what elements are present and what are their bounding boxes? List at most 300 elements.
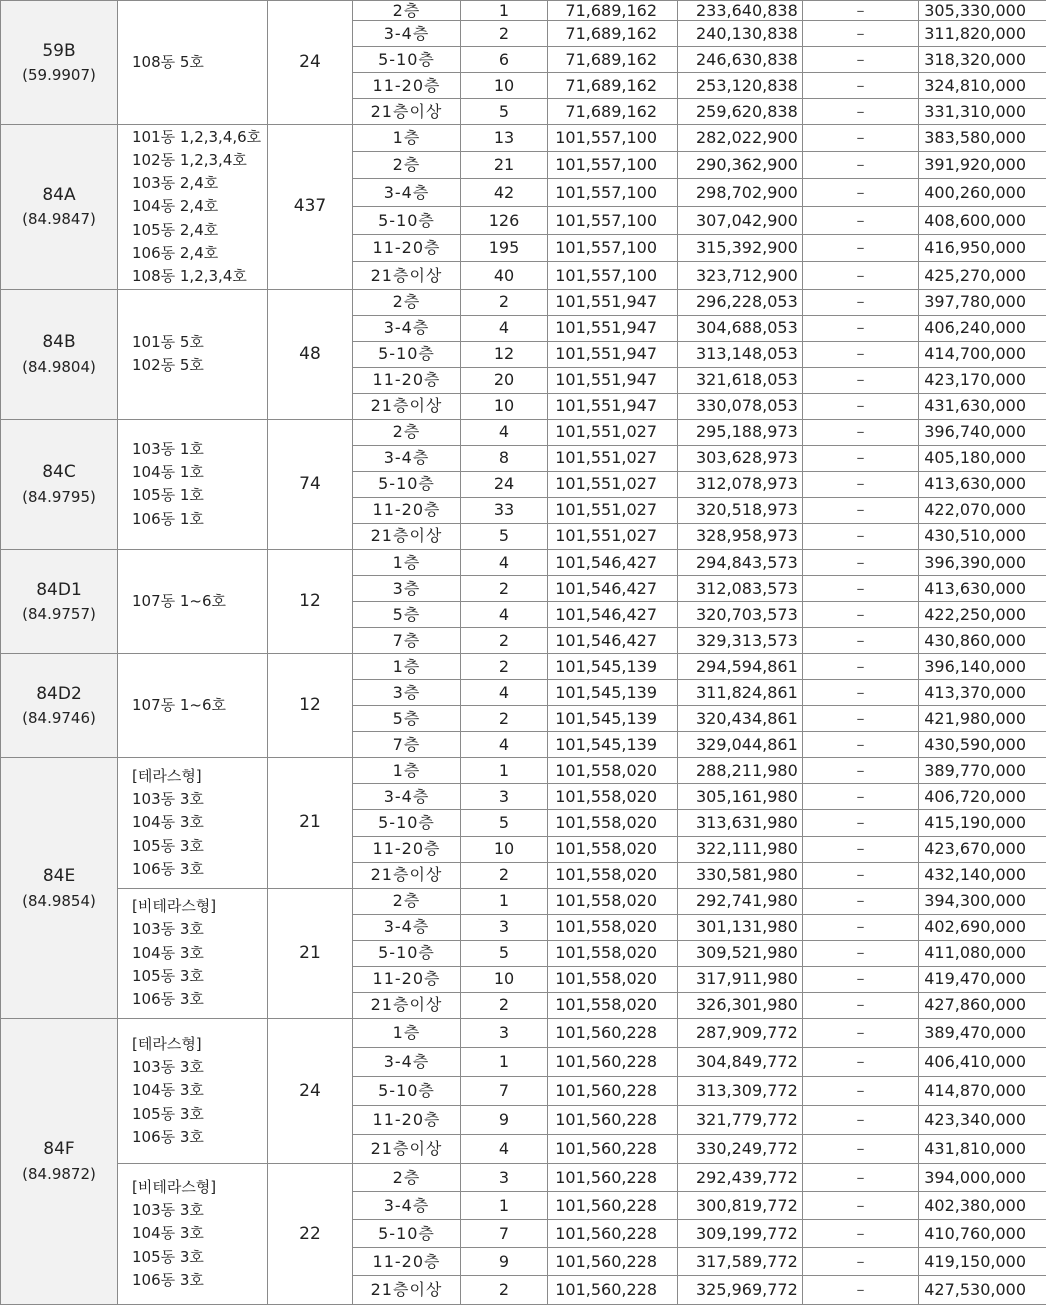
building-price-cell: 296,228,053 xyxy=(678,289,803,315)
extra-cell: – xyxy=(803,810,919,836)
total-price-cell: 419,470,000 xyxy=(919,966,1046,992)
unit-type-area: (84.9757) xyxy=(22,605,96,624)
building-price-cell: 294,843,573 xyxy=(678,550,803,576)
land-price-cell: 101,551,027 xyxy=(548,445,678,471)
building-price-cell: 328,958,973 xyxy=(678,523,803,549)
count-cell: 2 xyxy=(461,1276,548,1305)
total-price-cell: 427,530,000 xyxy=(919,1276,1046,1305)
unit-list-item: 106동 3호 xyxy=(132,1270,204,1289)
unit-list-item: 105동 1호 xyxy=(132,486,204,505)
building-price-cell: 321,779,772 xyxy=(678,1106,803,1135)
floor-cell: 5-10층 xyxy=(353,341,461,367)
extra-cell: – xyxy=(803,152,919,179)
extra-cell: – xyxy=(803,1164,919,1192)
land-price-cell: 101,557,100 xyxy=(548,125,678,152)
land-price-cell: 101,551,947 xyxy=(548,289,678,315)
extra-cell: – xyxy=(803,1076,919,1105)
extra-cell: – xyxy=(803,914,919,940)
count-cell: 3 xyxy=(461,1164,548,1192)
floor-cell: 5층 xyxy=(353,602,461,628)
building-price-cell: 292,439,772 xyxy=(678,1164,803,1192)
total-price-cell: 414,700,000 xyxy=(919,341,1046,367)
table-row xyxy=(1,758,1046,784)
floor-cell: 21층이상 xyxy=(353,262,461,289)
unit-list-cell xyxy=(118,550,268,654)
total-price-cell: 405,180,000 xyxy=(919,445,1046,471)
table-row xyxy=(1,654,1046,680)
total-price-cell: 413,370,000 xyxy=(919,680,1046,706)
land-price-cell: 101,546,427 xyxy=(548,550,678,576)
unit-list-item: 104동 2,4호 xyxy=(132,197,219,216)
land-price-cell: 101,560,228 xyxy=(548,1164,678,1192)
extra-cell: – xyxy=(803,862,919,888)
total-count-cell: 12 xyxy=(268,654,353,758)
total-price-cell: 396,140,000 xyxy=(919,654,1046,680)
count-cell: 1 xyxy=(461,888,548,914)
unit-list-item: 107동 1~6호 xyxy=(132,591,227,610)
extra-cell: – xyxy=(803,235,919,262)
count-cell: 2 xyxy=(461,628,548,654)
building-price-cell: 320,518,973 xyxy=(678,497,803,523)
count-cell: 2 xyxy=(461,576,548,602)
floor-cell: 11-20층 xyxy=(353,836,461,862)
total-price-cell: 411,080,000 xyxy=(919,940,1046,966)
floor-cell: 21층이상 xyxy=(353,393,461,419)
land-price-cell: 101,558,020 xyxy=(548,914,678,940)
floor-cell: 3-4층 xyxy=(353,445,461,471)
land-price-cell: 101,545,139 xyxy=(548,732,678,758)
count-cell: 5 xyxy=(461,523,548,549)
count-cell: 4 xyxy=(461,732,548,758)
unit-list-item: [비테라스형] xyxy=(132,897,217,916)
table-row xyxy=(1,419,1046,445)
total-price-cell: 423,340,000 xyxy=(919,1106,1046,1135)
floor-cell: 1층 xyxy=(353,125,461,152)
unit-list-item: 108동 5호 xyxy=(132,52,204,71)
floor-cell: 11-20층 xyxy=(353,235,461,262)
unit-list-item: 106동 3호 xyxy=(132,990,204,1009)
total-count-cell: 48 xyxy=(268,289,353,419)
floor-cell: 3층 xyxy=(353,576,461,602)
land-price-cell: 101,557,100 xyxy=(548,152,678,179)
unit-list-item: 106동 3호 xyxy=(132,859,204,878)
land-price-cell: 71,689,162 xyxy=(548,99,678,125)
unit-type-cell xyxy=(1,654,118,758)
unit-list-cell xyxy=(118,1018,268,1163)
building-price-cell: 317,589,772 xyxy=(678,1248,803,1276)
unit-list-cell xyxy=(118,888,268,1018)
land-price-cell: 101,560,228 xyxy=(548,1106,678,1135)
unit-list-item: 108동 1,2,3,4호 xyxy=(132,267,247,285)
total-price-cell: 413,630,000 xyxy=(919,576,1046,602)
unit-type-area: (84.9795) xyxy=(22,487,96,506)
land-price-cell: 101,545,139 xyxy=(548,706,678,732)
land-price-cell: 101,551,027 xyxy=(548,419,678,445)
land-price-cell: 71,689,162 xyxy=(548,47,678,73)
unit-list-item: 107동 1~6호 xyxy=(132,696,227,715)
extra-cell: – xyxy=(803,550,919,576)
extra-cell: – xyxy=(803,1248,919,1276)
extra-cell: – xyxy=(803,966,919,992)
extra-cell: – xyxy=(803,1220,919,1248)
land-price-cell: 101,551,027 xyxy=(548,523,678,549)
floor-cell: 5-10층 xyxy=(353,1220,461,1248)
unit-type-name: 84E xyxy=(42,866,76,887)
building-price-cell: 329,313,573 xyxy=(678,628,803,654)
total-price-cell: 430,590,000 xyxy=(919,732,1046,758)
total-count-cell: 24 xyxy=(268,1,353,125)
land-price-cell: 101,557,100 xyxy=(548,262,678,289)
floor-cell: 21층이상 xyxy=(353,862,461,888)
unit-list-item: 102동 1,2,3,4호 xyxy=(132,150,247,169)
unit-list-item: 104동 3호 xyxy=(132,1081,204,1100)
table-row xyxy=(1,289,1046,315)
extra-cell: – xyxy=(803,1047,919,1076)
total-price-cell: 305,330,000 xyxy=(919,1,1046,21)
building-price-cell: 330,581,980 xyxy=(678,862,803,888)
building-price-cell: 304,688,053 xyxy=(678,315,803,341)
unit-type-area: (84.9847) xyxy=(22,210,96,229)
extra-cell: – xyxy=(803,888,919,914)
building-price-cell: 304,849,772 xyxy=(678,1047,803,1076)
total-price-cell: 402,380,000 xyxy=(919,1192,1046,1220)
count-cell: 3 xyxy=(461,914,548,940)
land-price-cell: 101,560,228 xyxy=(548,1135,678,1164)
count-cell: 6 xyxy=(461,47,548,73)
count-cell: 3 xyxy=(461,1018,548,1047)
extra-cell: – xyxy=(803,125,919,152)
count-cell: 1 xyxy=(461,1047,548,1076)
building-price-cell: 313,148,053 xyxy=(678,341,803,367)
building-price-cell: 325,969,772 xyxy=(678,1276,803,1305)
building-price-cell: 322,111,980 xyxy=(678,836,803,862)
extra-cell: – xyxy=(803,1106,919,1135)
count-cell: 9 xyxy=(461,1106,548,1135)
building-price-cell: 282,022,900 xyxy=(678,125,803,152)
unit-list-item: 105동 3호 xyxy=(132,836,204,855)
extra-cell: – xyxy=(803,836,919,862)
extra-cell: – xyxy=(803,1,919,21)
unit-type-name: 84D2 xyxy=(36,683,82,704)
count-cell: 195 xyxy=(461,235,548,262)
count-cell: 4 xyxy=(461,550,548,576)
total-price-cell: 431,810,000 xyxy=(919,1135,1046,1164)
total-price-cell: 318,320,000 xyxy=(919,47,1046,73)
floor-cell: 3-4층 xyxy=(353,914,461,940)
unit-type-name: 84A xyxy=(42,184,76,205)
total-count-cell: 437 xyxy=(268,125,353,289)
table-row xyxy=(1,888,1046,914)
total-count-cell: 21 xyxy=(268,888,353,1018)
land-price-cell: 101,551,027 xyxy=(548,471,678,497)
total-price-cell: 421,980,000 xyxy=(919,706,1046,732)
unit-list-cell xyxy=(118,1164,268,1305)
floor-cell: 21층이상 xyxy=(353,523,461,549)
extra-cell: – xyxy=(803,940,919,966)
floor-cell: 1층 xyxy=(353,654,461,680)
extra-cell: – xyxy=(803,1276,919,1305)
count-cell: 10 xyxy=(461,966,548,992)
land-price-cell: 101,558,020 xyxy=(548,810,678,836)
total-price-cell: 400,260,000 xyxy=(919,179,1046,207)
total-price-cell: 422,250,000 xyxy=(919,602,1046,628)
extra-cell: – xyxy=(803,21,919,47)
total-price-cell: 394,000,000 xyxy=(919,1164,1046,1192)
total-price-cell: 430,860,000 xyxy=(919,628,1046,654)
count-cell: 24 xyxy=(461,471,548,497)
extra-cell: – xyxy=(803,576,919,602)
land-price-cell: 101,560,228 xyxy=(548,1220,678,1248)
building-price-cell: 259,620,838 xyxy=(678,99,803,125)
total-price-cell: 383,580,000 xyxy=(919,125,1046,152)
floor-cell: 21층이상 xyxy=(353,992,461,1018)
unit-list-cell xyxy=(118,758,268,888)
extra-cell: – xyxy=(803,289,919,315)
unit-type-cell xyxy=(1,1018,118,1304)
extra-cell: – xyxy=(803,73,919,99)
floor-cell: 3-4층 xyxy=(353,784,461,810)
count-cell: 2 xyxy=(461,654,548,680)
extra-cell: – xyxy=(803,758,919,784)
unit-list-item: 105동 3호 xyxy=(132,1104,204,1123)
count-cell: 1 xyxy=(461,758,548,784)
unit-type-area: (84.9804) xyxy=(22,357,96,376)
extra-cell: – xyxy=(803,315,919,341)
unit-type-cell xyxy=(1,125,118,289)
floor-cell: 1층 xyxy=(353,758,461,784)
land-price-cell: 101,551,947 xyxy=(548,393,678,419)
extra-cell: – xyxy=(803,602,919,628)
count-cell: 4 xyxy=(461,602,548,628)
total-price-cell: 389,770,000 xyxy=(919,758,1046,784)
total-price-cell: 389,470,000 xyxy=(919,1018,1046,1047)
extra-cell: – xyxy=(803,262,919,289)
total-price-cell: 422,070,000 xyxy=(919,497,1046,523)
extra-cell: – xyxy=(803,1135,919,1164)
floor-cell: 5-10층 xyxy=(353,940,461,966)
land-price-cell: 101,545,139 xyxy=(548,654,678,680)
floor-cell: 2층 xyxy=(353,289,461,315)
unit-list-item: [테라스형] xyxy=(132,766,202,785)
floor-cell: 3층 xyxy=(353,680,461,706)
building-price-cell: 317,911,980 xyxy=(678,966,803,992)
count-cell: 3 xyxy=(461,784,548,810)
unit-type-name: 84D1 xyxy=(36,579,82,600)
land-price-cell: 101,558,020 xyxy=(548,784,678,810)
building-price-cell: 321,618,053 xyxy=(678,367,803,393)
floor-cell: 2층 xyxy=(353,888,461,914)
floor-cell: 3-4층 xyxy=(353,1047,461,1076)
unit-type-cell xyxy=(1,419,118,549)
count-cell: 33 xyxy=(461,497,548,523)
total-price-cell: 324,810,000 xyxy=(919,73,1046,99)
unit-type-cell xyxy=(1,758,118,1018)
building-price-cell: 303,628,973 xyxy=(678,445,803,471)
building-price-cell: 320,703,573 xyxy=(678,602,803,628)
extra-cell: – xyxy=(803,419,919,445)
table-row xyxy=(1,1,1046,21)
unit-list-item: 104동 3호 xyxy=(132,813,204,832)
building-price-cell: 253,120,838 xyxy=(678,73,803,99)
total-count-cell: 24 xyxy=(268,1018,353,1163)
total-price-cell: 406,240,000 xyxy=(919,315,1046,341)
total-price-cell: 413,630,000 xyxy=(919,471,1046,497)
total-price-cell: 415,190,000 xyxy=(919,810,1046,836)
unit-list-item: 106동 2,4호 xyxy=(132,243,219,262)
count-cell: 21 xyxy=(461,152,548,179)
building-price-cell: 300,819,772 xyxy=(678,1192,803,1220)
unit-type-area: (84.9854) xyxy=(22,891,96,910)
count-cell: 2 xyxy=(461,21,548,47)
extra-cell: – xyxy=(803,497,919,523)
floor-cell: 3-4층 xyxy=(353,1192,461,1220)
count-cell: 10 xyxy=(461,836,548,862)
land-price-cell: 101,545,139 xyxy=(548,680,678,706)
building-price-cell: 313,309,772 xyxy=(678,1076,803,1105)
count-cell: 2 xyxy=(461,862,548,888)
total-price-cell: 396,390,000 xyxy=(919,550,1046,576)
total-price-cell: 406,410,000 xyxy=(919,1047,1046,1076)
floor-cell: 21층이상 xyxy=(353,1135,461,1164)
floor-cell: 11-20층 xyxy=(353,1106,461,1135)
unit-list-item: 103동 3호 xyxy=(132,1201,204,1220)
land-price-cell: 101,560,228 xyxy=(548,1076,678,1105)
table-row xyxy=(1,125,1046,152)
unit-list-item: 106동 1호 xyxy=(132,509,204,528)
building-price-cell: 292,741,980 xyxy=(678,888,803,914)
land-price-cell: 101,558,020 xyxy=(548,966,678,992)
land-price-cell: 101,558,020 xyxy=(548,862,678,888)
building-price-cell: 323,712,900 xyxy=(678,262,803,289)
floor-cell: 7층 xyxy=(353,732,461,758)
count-cell: 4 xyxy=(461,315,548,341)
unit-type-cell xyxy=(1,289,118,419)
building-price-cell: 311,824,861 xyxy=(678,680,803,706)
land-price-cell: 101,557,100 xyxy=(548,235,678,262)
floor-cell: 3-4층 xyxy=(353,315,461,341)
count-cell: 2 xyxy=(461,992,548,1018)
unit-list-item: 103동 3호 xyxy=(132,1058,204,1077)
building-price-cell: 240,130,838 xyxy=(678,21,803,47)
unit-list-cell xyxy=(118,1,268,125)
extra-cell: – xyxy=(803,207,919,235)
total-price-cell: 408,600,000 xyxy=(919,207,1046,235)
total-price-cell: 425,270,000 xyxy=(919,262,1046,289)
land-price-cell: 71,689,162 xyxy=(548,73,678,99)
extra-cell: – xyxy=(803,445,919,471)
count-cell: 2 xyxy=(461,289,548,315)
building-price-cell: 246,630,838 xyxy=(678,47,803,73)
extra-cell: – xyxy=(803,99,919,125)
land-price-cell: 101,546,427 xyxy=(548,576,678,602)
building-price-cell: 287,909,772 xyxy=(678,1018,803,1047)
total-price-cell: 402,690,000 xyxy=(919,914,1046,940)
total-price-cell: 410,760,000 xyxy=(919,1220,1046,1248)
unit-list-item: 104동 1호 xyxy=(132,463,204,482)
land-price-cell: 101,560,228 xyxy=(548,1192,678,1220)
count-cell: 4 xyxy=(461,1135,548,1164)
extra-cell: – xyxy=(803,654,919,680)
land-price-cell: 101,558,020 xyxy=(548,888,678,914)
extra-cell: – xyxy=(803,784,919,810)
building-price-cell: 326,301,980 xyxy=(678,992,803,1018)
count-cell: 2 xyxy=(461,706,548,732)
count-cell: 42 xyxy=(461,179,548,207)
unit-type-cell xyxy=(1,550,118,654)
floor-cell: 3-4층 xyxy=(353,21,461,47)
building-price-cell: 301,131,980 xyxy=(678,914,803,940)
land-price-cell: 101,558,020 xyxy=(548,992,678,1018)
count-cell: 1 xyxy=(461,1,548,21)
unit-list-item: 101동 1,2,3,4,6호 xyxy=(132,127,262,146)
building-price-cell: 307,042,900 xyxy=(678,207,803,235)
total-price-cell: 311,820,000 xyxy=(919,21,1046,47)
land-price-cell: 101,557,100 xyxy=(548,207,678,235)
floor-cell: 11-20층 xyxy=(353,367,461,393)
unit-list-item: 101동 5호 xyxy=(132,332,204,351)
building-price-cell: 313,631,980 xyxy=(678,810,803,836)
total-price-cell: 406,720,000 xyxy=(919,784,1046,810)
unit-type-cell xyxy=(1,1,118,125)
unit-list-item: 105동 3호 xyxy=(132,966,204,985)
unit-list-item: 103동 3호 xyxy=(132,790,204,809)
unit-type-name: 84C xyxy=(42,462,76,483)
table-row xyxy=(1,550,1046,576)
unit-type-name: 84F xyxy=(43,1139,75,1160)
floor-cell: 5-10층 xyxy=(353,471,461,497)
extra-cell: – xyxy=(803,992,919,1018)
unit-list-item: 106동 3호 xyxy=(132,1127,204,1146)
total-price-cell: 423,170,000 xyxy=(919,367,1046,393)
extra-cell: – xyxy=(803,471,919,497)
floor-cell: 21층이상 xyxy=(353,1276,461,1305)
extra-cell: – xyxy=(803,523,919,549)
land-price-cell: 101,551,947 xyxy=(548,367,678,393)
unit-list-item: 102동 5호 xyxy=(132,356,204,375)
land-price-cell: 101,560,228 xyxy=(548,1248,678,1276)
count-cell: 7 xyxy=(461,1076,548,1105)
extra-cell: – xyxy=(803,341,919,367)
extra-cell: – xyxy=(803,1018,919,1047)
extra-cell: – xyxy=(803,680,919,706)
extra-cell: – xyxy=(803,367,919,393)
building-price-cell: 320,434,861 xyxy=(678,706,803,732)
unit-list-item: 104동 3호 xyxy=(132,943,204,962)
floor-cell: 3-4층 xyxy=(353,179,461,207)
land-price-cell: 101,560,228 xyxy=(548,1047,678,1076)
count-cell: 5 xyxy=(461,810,548,836)
unit-type-area: (84.9872) xyxy=(22,1164,96,1183)
unit-list-cell xyxy=(118,654,268,758)
floor-cell: 2층 xyxy=(353,1,461,21)
land-price-cell: 101,551,027 xyxy=(548,497,678,523)
total-price-cell: 397,780,000 xyxy=(919,289,1046,315)
land-price-cell: 101,551,947 xyxy=(548,341,678,367)
unit-list-item: 105동 3호 xyxy=(132,1247,204,1266)
unit-list-cell xyxy=(118,419,268,549)
count-cell: 10 xyxy=(461,393,548,419)
land-price-cell: 101,560,228 xyxy=(548,1276,678,1305)
building-price-cell: 309,199,772 xyxy=(678,1220,803,1248)
building-price-cell: 312,078,973 xyxy=(678,471,803,497)
building-price-cell: 295,188,973 xyxy=(678,419,803,445)
total-count-cell: 22 xyxy=(268,1164,353,1305)
building-price-cell: 330,078,053 xyxy=(678,393,803,419)
floor-cell: 11-20층 xyxy=(353,1248,461,1276)
total-count-cell: 21 xyxy=(268,758,353,888)
unit-type-name: 59B xyxy=(42,40,76,61)
floor-cell: 21층이상 xyxy=(353,99,461,125)
